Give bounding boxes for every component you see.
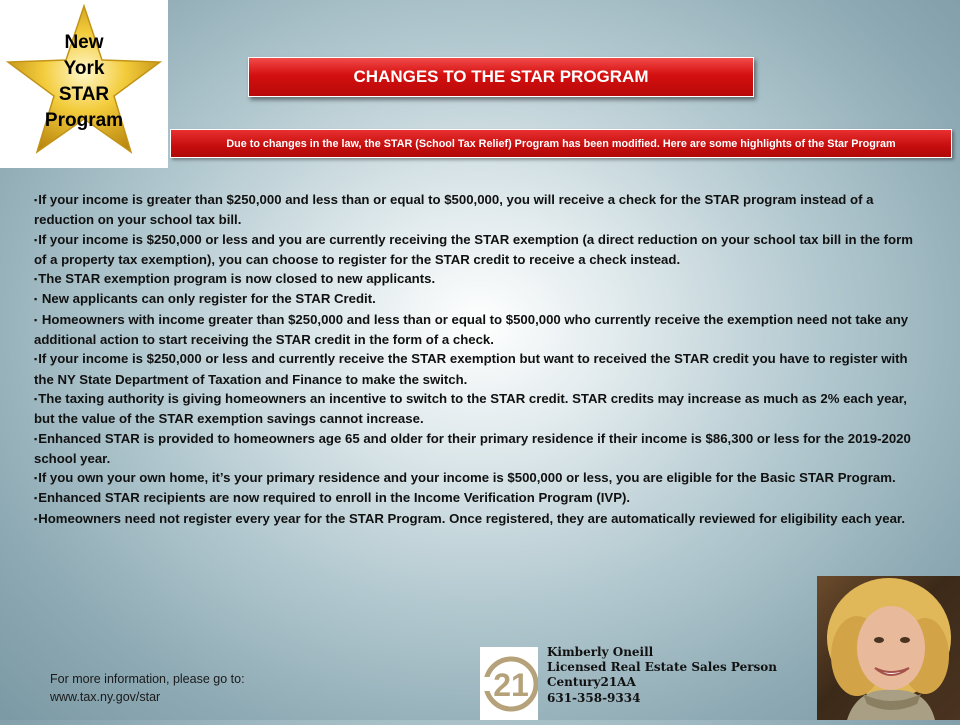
- agent-contact: [547, 645, 777, 706]
- subtitle-banner: Due to changes in the law, the STAR (School Tax Relief) Program has been modified. Here are some highlights of the Star Program: [170, 129, 952, 158]
- century21-logo-text: 21: [493, 667, 529, 703]
- list-item: ▪ Enhanced STAR is provided to homeowners age 65 and older for their primary residence if their income is $86,300 or less for the 2019-2020 school year.: [34, 429, 926, 469]
- list-item: ▪ If your income is $250,000 or less and currently receive the STAR exemption but want to received the STAR credit you have to register with the NY State Department of Taxation and Finance to make the switch.: [34, 349, 926, 389]
- agent-title: Licensed Real Estate Sales Person: [547, 660, 778, 675]
- list-item: ▪ The taxing authority is giving homeowners an incentive to switch to the STAR credit. STAR credits may increase as much as 2% each year, but the value of the STAR exemption savings cannot increase.: [34, 389, 926, 429]
- logo-text: [0, 30, 168, 134]
- page-title: CHANGES TO THE STAR PROGRAM: [248, 57, 754, 97]
- century21-logo: [480, 647, 538, 720]
- more-info-label: For more information, please go to:: [50, 672, 245, 686]
- list-item: ▪ Enhanced STAR recipients are now required to enroll in the Income Verification Program (IVP).: [34, 488, 926, 508]
- agent-photo: [817, 576, 960, 720]
- star-program-logo: [0, 0, 168, 168]
- list-item: ▪ Homeowners need not register every year for the STAR Program. Once registered, they are automatically reviewed for eligibility each year.: [34, 509, 926, 529]
- century21-seal-icon: [480, 647, 538, 720]
- agent-name: Kimberly Oneill: [547, 645, 654, 659]
- highlights-list: [34, 190, 926, 529]
- list-item: ▪ If your income is greater than $250,000 and less than or equal to $500,000, you will receive a check for the STAR program instead of a reduction on your school tax bill.: [34, 190, 926, 230]
- logo-line-3: STAR: [58, 84, 110, 105]
- list-item: ▪ If you own your own home, it’s your primary residence and your income is $500,000 or less, you are eligible for the Basic STAR Program.: [34, 468, 926, 488]
- agent-portrait-icon: [817, 576, 960, 720]
- list-item: ▪ The STAR exemption program is now closed to new applicants.: [34, 269, 926, 289]
- more-info-url: www.tax.ny.gov/star: [50, 690, 161, 704]
- logo-line-1: New: [64, 32, 104, 53]
- agent-phone: 631-358-9334: [547, 690, 641, 705]
- more-info: [50, 670, 245, 706]
- list-item: ▪ If your income is $250,000 or less and you are currently receiving the STAR exemption (a direct reduction on your school tax bill in the form of a property tax exemption), you can choose to register for the STAR credit to receive a check instead.: [34, 230, 926, 270]
- list-item: ▪ New applicants can only register for the STAR Credit.: [34, 289, 926, 309]
- list-item: ▪ Homeowners with income greater than $250,000 and less than or equal to $500,000 who currently receive the exemption need not take any additional action to start receiving the STAR credit in the form of a check.: [34, 310, 926, 350]
- logo-line-2: York: [63, 58, 105, 79]
- agent-company: Century21AA: [547, 675, 636, 690]
- logo-line-4: Program: [44, 110, 124, 131]
